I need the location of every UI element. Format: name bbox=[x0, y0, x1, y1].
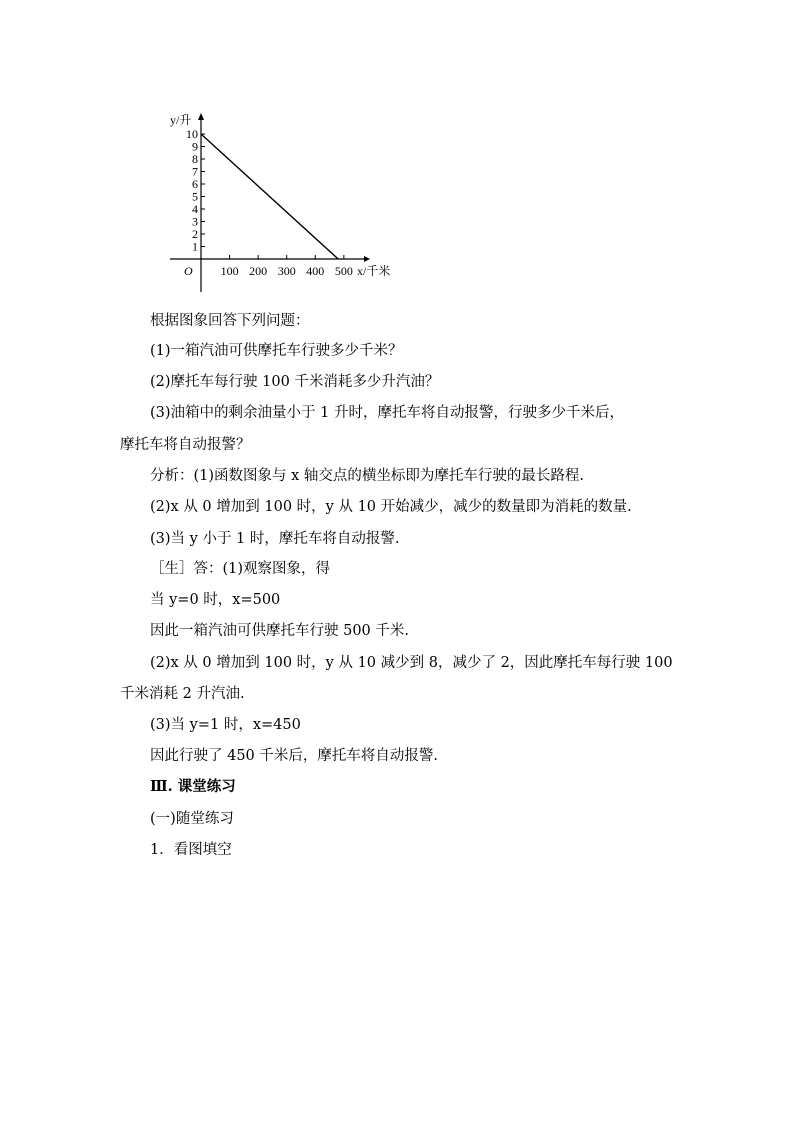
x-tick-label: 200 bbox=[249, 264, 268, 278]
question-3-part1: (3)油箱中的剩余油量小于 1 升时，摩托车将自动报警，行驶多少千米后， bbox=[150, 405, 624, 421]
question-3-part2: 摩托车将自动报警？ bbox=[120, 437, 251, 453]
fuel-distance-chart bbox=[164, 104, 404, 300]
section-heading-practice: Ⅲ. 课堂练习 bbox=[150, 778, 236, 795]
analysis-1: 分析：(1)函数图象与 x 轴交点的横坐标即为摩托车行驶的最长路程. bbox=[150, 468, 585, 484]
x-tick-label: 500 bbox=[334, 264, 353, 278]
y-axis-arrow bbox=[198, 113, 204, 120]
answer-1-conclusion: 因此一箱汽油可供摩托车行驶 500 千米. bbox=[150, 623, 410, 639]
analysis-3: (3)当 y 小于 1 时，摩托车将自动报警. bbox=[150, 531, 400, 547]
answer-3-conclusion: 因此行驶了 450 千米后，摩托车将自动报警. bbox=[150, 748, 439, 764]
y-axis-label: y/升 bbox=[170, 113, 192, 127]
chart-series bbox=[201, 134, 338, 259]
y-tick-label: 1 bbox=[192, 239, 198, 254]
x-tick-label: 400 bbox=[306, 264, 325, 278]
origin-label: O bbox=[184, 264, 193, 278]
question-intro: 根据图象回答下列问题： bbox=[150, 313, 310, 329]
y-tick-label: 7 bbox=[192, 164, 198, 179]
question-1: (1)一箱汽油可供摩托车行驶多少千米？ bbox=[150, 343, 403, 359]
answer-3-calc: (3)当 y=1 时，x=450 bbox=[150, 717, 301, 733]
y-tick-label: 8 bbox=[192, 152, 198, 166]
y-tick-label: 2 bbox=[192, 227, 198, 241]
y-tick-label: 10 bbox=[186, 127, 198, 141]
x-axis-arrow bbox=[364, 256, 370, 262]
answer-intro: ［生］答：(1)观察图象，得 bbox=[150, 561, 331, 577]
y-tick-label: 6 bbox=[192, 177, 198, 191]
answer-1-calc: 当 y=0 时，x=500 bbox=[150, 592, 281, 608]
analysis-2: (2)x 从 0 增加到 100 时，y 从 10 开始减少，减少的数量即为消耗的数量. bbox=[150, 499, 632, 515]
x-tick-label: 300 bbox=[277, 264, 296, 278]
x-tick-label: 100 bbox=[220, 264, 239, 278]
y-tick-label: 4 bbox=[192, 202, 198, 216]
x-axis-label: x/千米 bbox=[357, 264, 391, 278]
y-tick-label: 9 bbox=[192, 139, 198, 154]
series-line bbox=[201, 134, 338, 259]
y-tick-labels bbox=[186, 127, 205, 254]
answer-2-part2: 千米消耗 2 升汽油. bbox=[120, 686, 245, 702]
y-tick-label: 5 bbox=[192, 189, 198, 204]
question-2: (2)摩托车每行驶 100 千米消耗多少升汽油？ bbox=[150, 374, 440, 390]
subsection-heading: (一)随堂练习 bbox=[150, 811, 234, 827]
answer-2-part1: (2)x 从 0 增加到 100 时，y 从 10 减少到 8，减少了 2，因此摩托车每行驶 100 bbox=[150, 655, 673, 671]
exercise-1-title: 1．看图填空 bbox=[150, 842, 232, 858]
y-tick-label: 3 bbox=[192, 214, 198, 229]
